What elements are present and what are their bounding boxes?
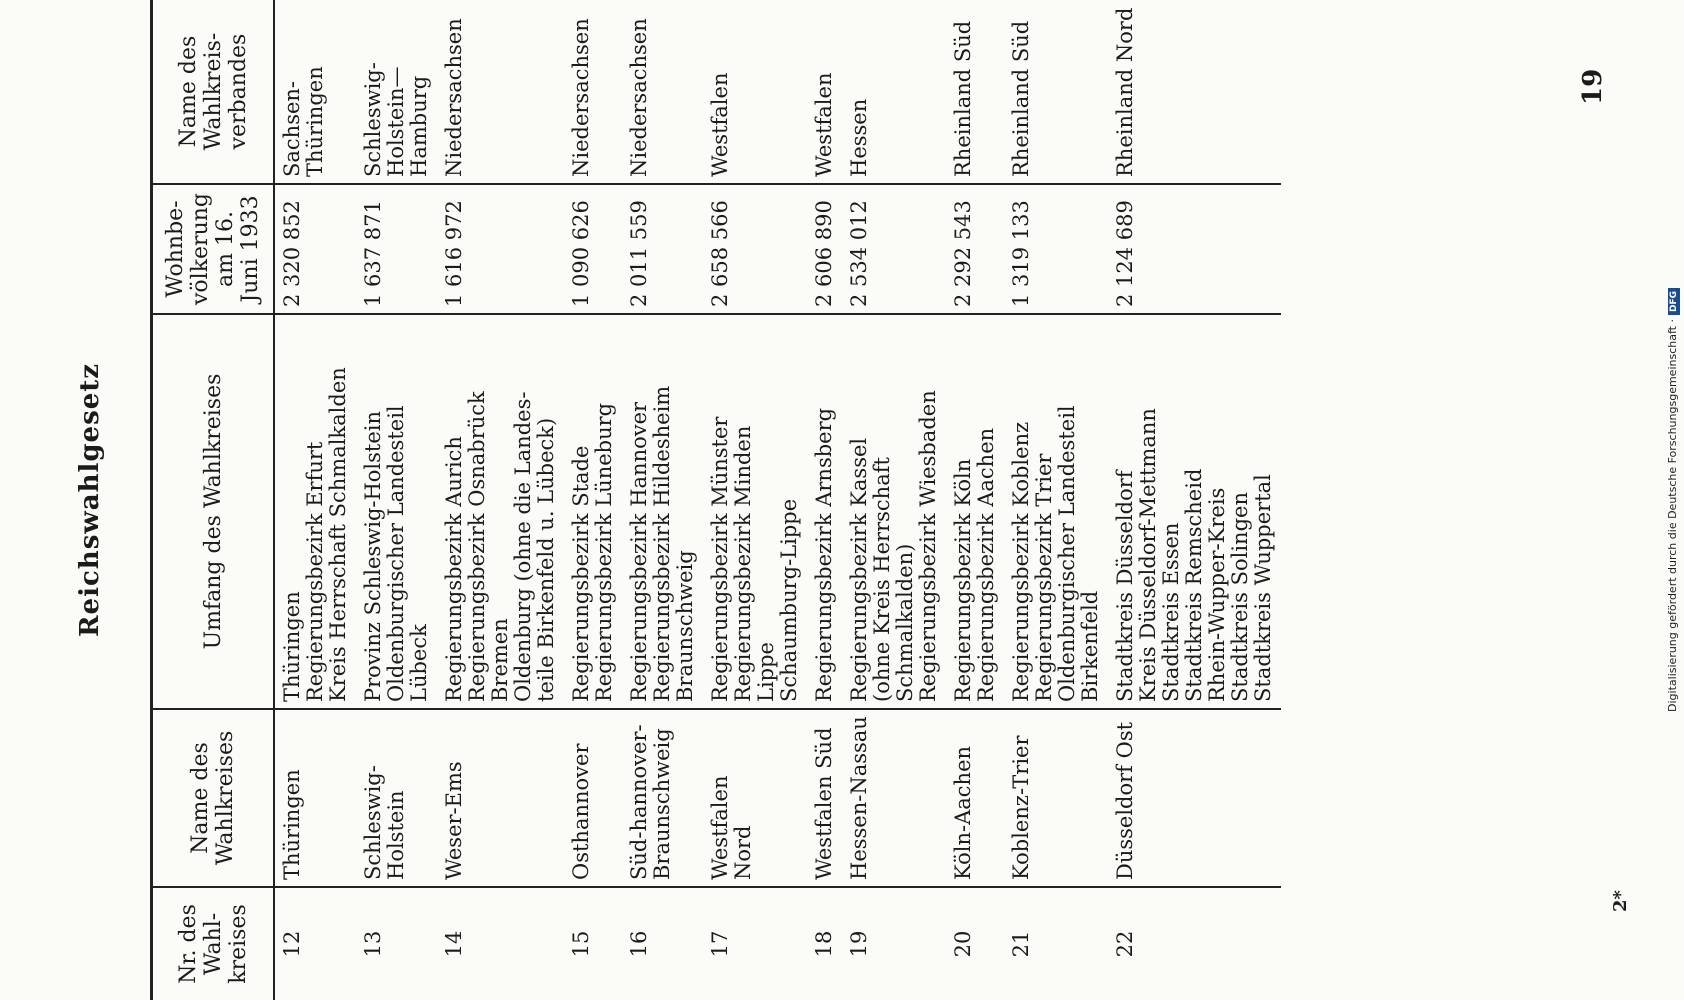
umfang-line: Regierungsbezirk Stade bbox=[569, 445, 593, 702]
bevoelkerung-value: 1 637 871 bbox=[361, 200, 385, 307]
umfang-line: Regierungsbezirk Trier bbox=[1032, 453, 1056, 702]
cell-verband bbox=[437, 0, 564, 184]
running-head: Reichswahlgesetz bbox=[75, 362, 105, 638]
cell-name: Schleswig-Holstein bbox=[356, 709, 437, 887]
cell-name: Thüringen bbox=[274, 709, 356, 887]
header-verband: Name des Wahlkreis- verbandes bbox=[152, 0, 275, 184]
umfang-line: Stadtkreis Düsseldorf bbox=[1113, 470, 1137, 702]
table-row bbox=[437, 0, 564, 1000]
digitization-note bbox=[1666, 0, 1680, 1000]
cell-nr: 19 bbox=[847, 930, 871, 958]
table-row bbox=[1004, 0, 1108, 1000]
bevoelkerung-value: 2 011 559 bbox=[627, 200, 651, 307]
verband-value: Schleswig-Holstein—Hamburg bbox=[361, 62, 431, 177]
cell-bevoelkerung bbox=[703, 184, 807, 314]
cell-name: Düsseldorf Ost bbox=[1108, 709, 1281, 887]
umfang-line: Schaumburg-Lippe bbox=[777, 498, 801, 702]
cell-verband bbox=[1108, 0, 1281, 184]
cell-name: Köln-Aachen bbox=[946, 709, 1004, 887]
cell-umfang bbox=[703, 314, 807, 709]
page-number: 19 bbox=[1578, 68, 1608, 105]
umfang-line: (ohne Kreis Herrschaft bbox=[870, 457, 894, 702]
verband-value: Niedersachsen bbox=[569, 18, 593, 177]
verband-value: Sachsen-Thüringen bbox=[280, 66, 327, 177]
umfang-line: Kreis Düsseldorf-Mettmann bbox=[1136, 408, 1160, 702]
cell-bevoelkerung bbox=[437, 184, 564, 314]
cell-name: Koblenz-Trier bbox=[1004, 709, 1108, 887]
umfang-line: teile Birkenfeld u. Lübeck) bbox=[534, 417, 558, 702]
cell-bevoelkerung bbox=[1108, 184, 1281, 314]
umfang-line: Regierungsbezirk Münster bbox=[708, 416, 732, 702]
header-bevoelkerung: Wohnbe- völkerung am 16. Juni 1933 bbox=[152, 184, 275, 314]
bevoelkerung-value: 1 090 626 bbox=[569, 200, 593, 307]
cell-bevoelkerung bbox=[564, 184, 622, 314]
umfang-line: Regierungsbezirk Köln bbox=[951, 458, 975, 702]
cell-verband bbox=[274, 0, 356, 184]
verband-value: Niedersachsen bbox=[627, 18, 651, 177]
cell-verband bbox=[807, 0, 842, 184]
umfang-line: Birkenfeld bbox=[1078, 590, 1102, 702]
table-row bbox=[356, 0, 437, 1000]
cell-umfang bbox=[622, 314, 703, 709]
bevoelkerung-value: 2 658 566 bbox=[708, 200, 732, 307]
umfang-line: Kreis Herrschaft Schmalkalden bbox=[326, 367, 350, 702]
cell-bevoelkerung bbox=[356, 184, 437, 314]
header-umfang: Umfang des Wahlkreises bbox=[152, 314, 275, 709]
umfang-line: Thüringen bbox=[280, 591, 304, 702]
bevoelkerung-value: 2 606 890 bbox=[812, 200, 836, 307]
cell-verband bbox=[564, 0, 622, 184]
dfg-logo: DFG bbox=[1668, 288, 1680, 315]
cell-nr: 18 bbox=[812, 930, 836, 958]
table-row bbox=[842, 0, 946, 1000]
cell-name: Süd-hannover-Braunschweig bbox=[622, 709, 703, 887]
verband-value: Westfalen bbox=[812, 72, 836, 177]
cell-nr: 20 bbox=[951, 930, 975, 958]
umfang-line: Lippe bbox=[754, 642, 778, 702]
digitization-text: Digitalisierung gefördert durch die Deutsche Forschungsgemeinschaft · bbox=[1666, 319, 1679, 712]
umfang-line: Rhein-Wupper-Kreis bbox=[1205, 487, 1229, 702]
umfang-line: Stadtkreis Wuppertal bbox=[1251, 474, 1275, 702]
verband-value: Niedersachsen bbox=[442, 18, 466, 177]
table-row bbox=[564, 0, 622, 1000]
umfang-line: Regierungsbezirk Hannover bbox=[627, 401, 651, 702]
cell-name: Westfalen Süd bbox=[807, 709, 842, 887]
umfang-line: Regierungsbezirk Lüneburg bbox=[592, 402, 616, 702]
bevoelkerung-value: 2 124 689 bbox=[1113, 200, 1137, 307]
cell-name: Osthannover bbox=[564, 709, 622, 887]
umfang-line: Regierungsbezirk Minden bbox=[731, 425, 755, 702]
umfang-line: Oldenburg (ohne die Landes- bbox=[511, 391, 535, 702]
umfang-line: Regierungsbezirk Aachen bbox=[974, 427, 998, 702]
umfang-line: Regierungsbezirk Osnabrück bbox=[465, 391, 489, 702]
cell-umfang bbox=[356, 314, 437, 709]
cell-verband bbox=[946, 0, 1004, 184]
cell-nr: 22 bbox=[1113, 930, 1137, 958]
table-row bbox=[1108, 0, 1281, 1000]
umfang-line: Oldenburgischer Landesteil bbox=[384, 405, 408, 702]
cell-nr: 21 bbox=[1009, 930, 1033, 958]
verband-value: Westfalen bbox=[708, 72, 732, 177]
cell-nr: 16 bbox=[627, 930, 651, 958]
cell-umfang bbox=[1004, 314, 1108, 709]
umfang-line: Regierungsbezirk Aurich bbox=[442, 436, 466, 702]
cell-bevoelkerung bbox=[807, 184, 842, 314]
verband-value: Hessen bbox=[847, 98, 871, 177]
cell-verband bbox=[622, 0, 703, 184]
cell-nr: 17 bbox=[708, 930, 732, 958]
cell-nr: 13 bbox=[361, 930, 385, 958]
bevoelkerung-value: 2 534 012 bbox=[847, 200, 871, 307]
table-row bbox=[274, 0, 356, 1000]
umfang-line: Regierungsbezirk Koblenz bbox=[1009, 421, 1033, 702]
signature-mark: 2* bbox=[1610, 890, 1631, 912]
cell-umfang bbox=[842, 314, 946, 709]
cell-bevoelkerung bbox=[274, 184, 356, 314]
umfang-line: Regierungsbezirk Arnsberg bbox=[812, 407, 836, 702]
cell-verband bbox=[703, 0, 807, 184]
verband-value: Rheinland Süd bbox=[951, 20, 975, 177]
cell-umfang bbox=[437, 314, 564, 709]
umfang-line: Schmalkalden) bbox=[893, 543, 917, 702]
cell-nr: 14 bbox=[442, 930, 466, 958]
umfang-line: Regierungsbezirk Hildesheim bbox=[650, 385, 674, 702]
cell-name: Hessen-Nassau bbox=[842, 709, 946, 887]
umfang-line: Lübeck bbox=[407, 624, 431, 702]
cell-umfang bbox=[946, 314, 1004, 709]
table-body bbox=[274, 0, 1281, 1000]
umfang-line: Braunschweig bbox=[673, 550, 697, 702]
cell-bevoelkerung bbox=[946, 184, 1004, 314]
header-name: Name des Wahlkreises bbox=[152, 709, 275, 887]
umfang-line: Regierungsbezirk Kassel bbox=[847, 437, 871, 702]
bevoelkerung-value: 2 292 543 bbox=[951, 200, 975, 307]
electoral-district-table bbox=[150, 0, 1281, 1000]
cell-verband bbox=[356, 0, 437, 184]
verband-value: Rheinland Süd bbox=[1009, 20, 1033, 177]
bevoelkerung-value: 1 616 972 bbox=[442, 200, 466, 307]
cell-umfang bbox=[807, 314, 842, 709]
cell-verband bbox=[1004, 0, 1108, 184]
cell-name: Westfalen Nord bbox=[703, 709, 807, 887]
umfang-line: Regierungsbezirk Erfurt bbox=[303, 441, 327, 702]
bevoelkerung-value: 1 319 133 bbox=[1009, 200, 1033, 307]
header-nr: Nr. des Wahl- kreises bbox=[152, 887, 275, 1000]
cell-nr: 12 bbox=[280, 930, 304, 958]
table-row bbox=[703, 0, 807, 1000]
cell-bevoelkerung bbox=[1004, 184, 1108, 314]
cell-umfang bbox=[564, 314, 622, 709]
umfang-line: Stadtkreis Solingen bbox=[1228, 492, 1252, 702]
umfang-line: Oldenburgischer Landesteil bbox=[1055, 405, 1079, 702]
cell-umfang bbox=[274, 314, 356, 709]
umfang-line: Provinz Schleswig-Holstein bbox=[361, 410, 385, 702]
umfang-line: Stadtkreis Remscheid bbox=[1182, 468, 1206, 702]
table-row bbox=[946, 0, 1004, 1000]
umfang-line: Bremen bbox=[488, 618, 512, 702]
cell-bevoelkerung bbox=[622, 184, 703, 314]
cell-name: Weser-Ems bbox=[437, 709, 564, 887]
cell-nr: 15 bbox=[569, 930, 593, 958]
umfang-line: Stadtkreis Essen bbox=[1159, 522, 1183, 702]
umfang-line: Regierungsbezirk Wiesbaden bbox=[916, 390, 940, 702]
table-header-row bbox=[152, 0, 275, 1000]
cell-bevoelkerung bbox=[842, 184, 946, 314]
table-row bbox=[807, 0, 842, 1000]
cell-umfang bbox=[1108, 314, 1281, 709]
table-row bbox=[622, 0, 703, 1000]
bevoelkerung-value: 2 320 852 bbox=[280, 200, 304, 307]
cell-verband bbox=[842, 0, 946, 184]
verband-value: Rheinland Nord bbox=[1113, 7, 1137, 177]
